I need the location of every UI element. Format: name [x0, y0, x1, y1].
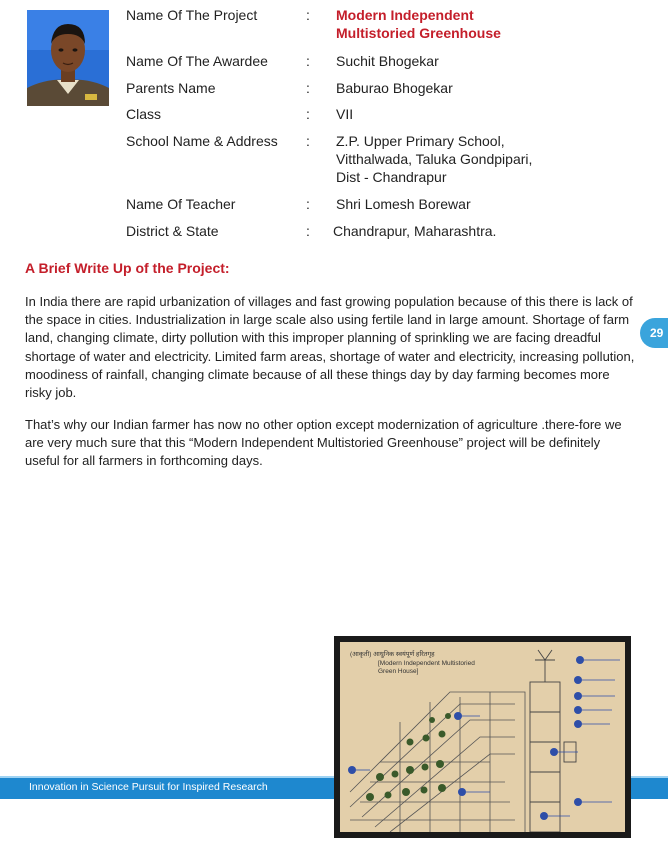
body-paragraph: That’s why our Indian farmer has now no other option except modernization of agriculture .there-fore we are very much sure that this “Modern Independent Multistoried Greenhouse” project will be definitely useful for all farmers in forthcoming days.	[25, 417, 622, 469]
separator: :	[306, 223, 310, 239]
district-value: Chandrapur, Maharashtra.	[333, 223, 497, 239]
school-address-line: Z.P. Upper Primary School,	[336, 133, 505, 149]
sketch-caption-hindi: (आकृती) आधुनिक स्वयंपूर्ण हरितगृह	[350, 651, 435, 658]
teacher-label: Name Of Teacher	[126, 196, 236, 212]
project-name-label: Name Of The Project	[126, 7, 258, 23]
separator: :	[306, 80, 310, 96]
school-address-line: Vitthalwada, Taluka Gondpipari,	[336, 151, 533, 167]
page-number-tab	[640, 318, 668, 348]
school-value	[336, 132, 532, 186]
section-heading: A Brief Write Up of the Project:	[25, 260, 230, 276]
awardee-name-value: Suchit Bhogekar	[336, 53, 439, 69]
parents-name-value: Baburao Bhogekar	[336, 80, 453, 96]
project-name-value	[336, 6, 501, 42]
school-label: School Name & Address	[126, 133, 278, 149]
separator: :	[306, 53, 310, 69]
awardee-photo	[27, 10, 109, 106]
body-paragraph: In India there are rapid urbanization of villages and fast growing population because of this there is lack of the space in cities. Industrialization in large scale also using fertile land in large amount. Shortage of farm land, changing climate, dirty pollution with this improper planning of sprinkling we are facing dreadful shortage of water and electricity. Limited farm areas, shortage of water and electricity, increasing pollution, moodiness of rainfall, changing climate because of all these things day by day farming becomes more risky job.	[25, 294, 635, 401]
footer-bar	[0, 776, 335, 799]
project-name-line: Multistoried Greenhouse	[336, 25, 501, 41]
page-number: 29	[650, 326, 664, 340]
separator: :	[306, 106, 310, 122]
separator: :	[306, 196, 310, 212]
district-label: District & State	[126, 223, 219, 239]
project-name-line: Modern Independent	[336, 7, 474, 23]
awardee-name-label: Name Of The Awardee	[126, 53, 268, 69]
parents-name-label: Parents Name	[126, 80, 216, 96]
separator: :	[306, 7, 310, 23]
greenhouse-sketch-frame	[334, 636, 631, 838]
school-address-line: Dist - Chandrapur	[336, 169, 447, 185]
greenhouse-sketch	[340, 642, 625, 832]
footer-text: Innovation in Science Pursuit for Inspired Research	[29, 781, 268, 793]
separator: :	[306, 133, 310, 149]
sketch-caption-english-1: [Modern Independent Multistoried	[378, 660, 475, 667]
teacher-value: Shri Lomesh Borewar	[336, 196, 471, 212]
class-label: Class	[126, 106, 162, 122]
sketch-caption-english-2: Green House]	[378, 668, 419, 675]
footer-bar-right	[631, 776, 668, 799]
class-value: VII	[336, 106, 354, 122]
